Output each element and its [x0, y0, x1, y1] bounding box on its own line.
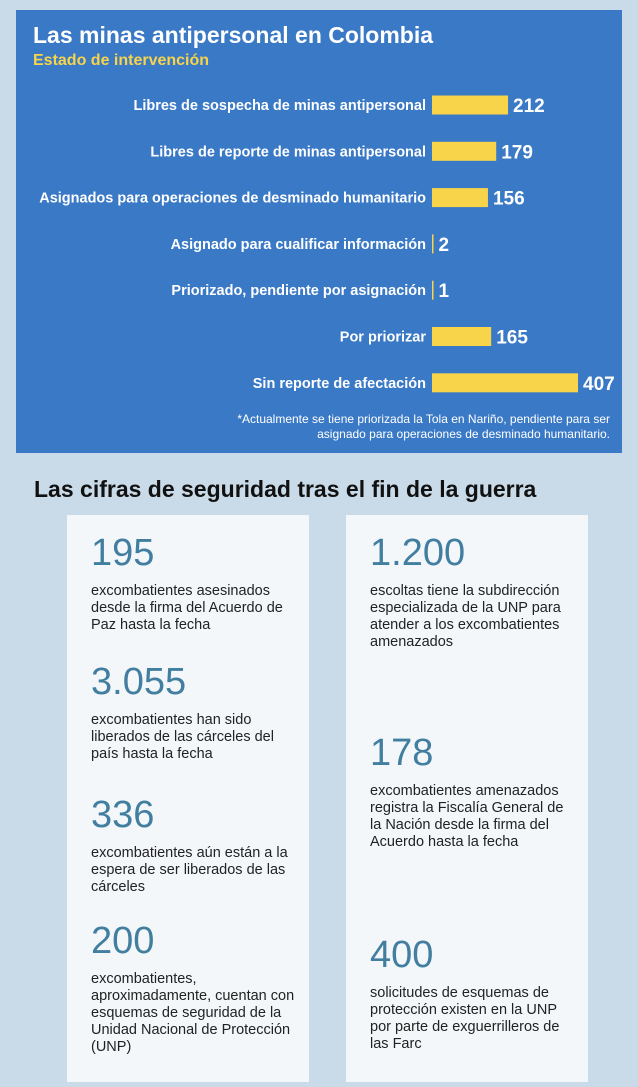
stats-card-left — [67, 515, 309, 1082]
stat-item — [91, 662, 296, 763]
stat-item — [370, 935, 575, 1053]
chart-title: Las minas antipersonal en Colombia — [33, 22, 434, 48]
bar-category-label: Por priorizar — [339, 329, 426, 346]
bar — [432, 373, 578, 392]
stat-item — [370, 533, 575, 651]
stat-description: excombatientes amenazados registra la Fiscalía General de la Nación desde la firma del Acuerdo hasta la fecha — [370, 783, 564, 850]
bar-value-label: 407 — [583, 373, 615, 395]
stat-description: excombatientes han sido liberados de las cárceles del país hasta la fecha — [91, 712, 274, 762]
bar-value-label: 156 — [492, 188, 525, 210]
stat-number: 1.200 — [370, 532, 466, 574]
bar-value-label: 2 — [438, 234, 450, 256]
stat-number: 178 — [370, 732, 434, 774]
chart-subtitle: Estado de intervención — [33, 52, 210, 69]
stat-item — [91, 533, 296, 634]
bar — [432, 142, 496, 161]
stat-number: 200 — [91, 920, 155, 962]
stat-description: escoltas tiene la subdirección especializada de la UNP para atender a los excombatientes amenazados — [370, 583, 561, 650]
stat-number: 3.055 — [91, 661, 187, 703]
bar — [432, 234, 434, 253]
stat-number: 336 — [91, 794, 155, 836]
stat-description: solicitudes de esquemas de protección existen en la UNP por parte de exguerrilleros de las Farc — [370, 985, 560, 1052]
stats-card-right — [346, 515, 588, 1082]
stat-number: 400 — [370, 934, 434, 976]
bar-category-label: Sin reporte de afectación — [252, 375, 426, 392]
bar-value-label: 179 — [501, 142, 533, 164]
stat-number: 195 — [91, 532, 155, 574]
stat-description: excombatientes, aproximadamente, cuentan con esquemas de seguridad de la Unidad Nacional de Protección (UNP) — [91, 971, 295, 1055]
stat-item — [91, 921, 296, 1056]
bar — [432, 327, 491, 346]
bar-category-label: Priorizado, pendiente por asignación — [171, 283, 426, 300]
bar — [432, 96, 508, 115]
bar-category-label: Libres de reporte de minas antipersonal — [150, 144, 426, 161]
bar-category-label: Asignado para cualificar información — [170, 236, 426, 253]
stat-description: excombatientes asesinados desde la firma del Acuerdo de Paz hasta la fecha — [91, 583, 283, 633]
bar — [432, 188, 488, 207]
bar — [432, 281, 434, 300]
stat-description: excombatientes aún están a la espera de ser liberados de las cárceles — [91, 845, 288, 895]
bar-value-label: 212 — [513, 96, 545, 117]
bar-value-label: 1 — [438, 281, 450, 303]
bar-category-label: Asignados para operaciones de desminado humanitario — [39, 190, 426, 207]
stat-item — [91, 795, 296, 896]
section-title: Las cifras de seguridad tras el fin de la guerra — [34, 476, 537, 502]
bar-category-label: Libres de sospecha de minas antipersonal — [133, 98, 426, 114]
stat-item — [370, 733, 575, 851]
bar-value-label: 165 — [496, 327, 528, 349]
chart-panel — [16, 10, 622, 453]
bar-chart — [16, 10, 622, 453]
chart-footnote: *Actualmente se tiene priorizada la Tola en Nariño, pendiente para ser asignado para operaciones de desminado humanitario. — [237, 412, 610, 441]
